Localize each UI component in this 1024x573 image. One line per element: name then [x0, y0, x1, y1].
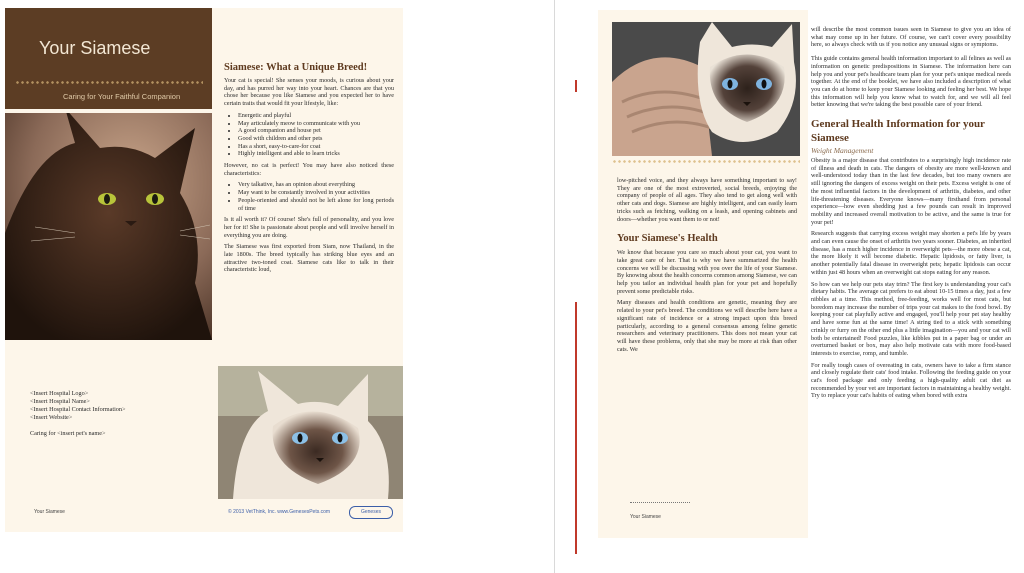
stay-trim-para: So how can we help our pets stay trim? The first key is understanding your cat's dietary habits. The average cat prefers to eat about 10-15 times a day, just a few nibbles at a time. This method, free-feeding, works well for most cats, but boredom may increase the number of trips your cat makes to the food bowl. By keeping your cat playfully active and engaged, you'll help your pet stay healthy and have some fun at the same time! A string tied to a stick with something crinkly or furry on the other end plus a little imagination—you and your cat will both be entertained! Food puzzles, like kibbles put in a paper bag or under an overturned basket or box, may also help motivate cats with more food-based interests to exercise, romp, and tumble.	[811, 280, 1011, 357]
hospital-website-placeholder: <Insert Website>	[30, 414, 73, 421]
p2-column-2	[811, 26, 1011, 404]
tough-cases-para: For really tough cases of overeating in cats, owners have to take a firm stance and closely regulate their cats' food intake. Following the feeding guide on your cat's food package and only feeding a high-quality adult cat diet as recommended by your vet are important factors in maintaining a healthy weight. Try to replace your cat's habits of eating when bored with extra	[811, 361, 1011, 400]
characteristics-list	[238, 181, 394, 212]
p2-col2-top: will describe the most common issues seen in Siamese to give you an idea of what may come up in her future. Of course, we can't cover every possibility here, so always check with us if you notice any unusual signs or symptoms.	[811, 26, 1011, 49]
p1-intro: Your cat is special! She senses your moods, is curious about your day, and has purred her way into your heart. Chances are that you chose her because you like Siamese and you expected her to have certain traits that would fit your lifestyle, like:	[224, 77, 394, 108]
health-para-1: We know that because you care so much about your cat, you want to take great care of her. That is why we have summarized the health concerns we will be discussing with you over the life of your Siamese. By knowing about the health concerns common among Siamese, we can help you tailor an individual health plan for your pet and hopefully prevent some predictable risks.	[617, 249, 797, 295]
hospital-info-block	[30, 390, 210, 438]
header-tagline: Caring for Your Faithful Companion	[63, 92, 181, 101]
traits-list	[238, 112, 394, 158]
caring-for-line: Caring for <insert pet's name>	[30, 430, 106, 437]
p1-section-title: Siamese: What a Unique Breed!	[224, 62, 368, 73]
header-dots	[15, 81, 203, 84]
list-item: • Has a short, easy-to-care-for coat	[238, 143, 394, 151]
weight-management-subtitle: Weight Management	[811, 146, 874, 156]
p1-footer: Your Siamese	[34, 509, 65, 515]
general-health-title: General Health Information for your Siamese	[811, 118, 985, 145]
p1-history: The Siamese was first exported from Siam, now Thailand, in the late 1800s. The breed typically has striking blue eyes and an attractive two-toned coat. Siamese cats like to talk in their characteristic loud,	[224, 243, 394, 274]
list-item: • Good with children and other pets	[238, 135, 394, 143]
red-margin-mark	[575, 80, 577, 92]
cat-photo-siamese-2	[612, 22, 800, 156]
geneses-logo	[349, 506, 393, 519]
research-para: Research suggests that carrying excess weight may shorten a pet's life by years and can even cause the onset of arthritis two years sooner. Diabetes, an inherited disease, has a much higher incidence in overweight pets—the more obese a cat, the more likely it will become diabetic. Hepatic lipidosis, or fatty liver, is another potentially fatal disease in overweight pets; hepatic lipidosis can occur within just 48 hours when an overweight cat stops eating for any reason.	[811, 230, 1011, 276]
hospital-logo-placeholder: <Insert Hospital Logo>	[30, 390, 89, 397]
page-divider	[554, 0, 555, 573]
header-title: Your Siamese	[39, 38, 151, 58]
list-item: • May want to be constantly involved in your activities	[238, 189, 394, 197]
geneses-logo-text: Geneses	[360, 509, 381, 515]
p1-text-column	[224, 62, 394, 278]
hospital-contact-placeholder: <Insert Hospital Contact Information>	[30, 406, 126, 413]
list-item: • A good companion and house pet	[238, 127, 394, 135]
obesity-para: Obesity is a major disease that contributes to a surprisingly high incidence rate of illness and death in cats. The dangers of obesity are more well-known and well-understood today than in the last few decades, but too many owners are still ignoring the dangers of excess weight on their pets. Excess weight is one of the most influential factors in the development of arthritis, diabetes, and other life-threatening diseases. Everyone knows—many firsthand from personal experience—how even shedding just a few pounds can result in improved mobility and increased overall motivation to be active, and the same is true for your pet!	[811, 157, 1011, 226]
p2-column-1	[617, 177, 797, 357]
p2-footer: Your Siamese	[630, 514, 661, 520]
list-item: • May articulately meow to communicate with you	[238, 120, 394, 128]
list-item: • Highly intelligent and able to learn tricks	[238, 150, 394, 158]
guide-para: This guide contains general health information important to all felines as well as information on genetic predispositions in Siamese. The information here can help you and your pet's healthcare team plan for your pet's unique medical needs together. At the end of the booklet, we have also included a description of what you can do at home to keep your Siamese looking and feeling her best. We hope this information will help you know what to watch for, and we will all feel better knowing that we're taking the best possible care of your friend.	[811, 55, 1011, 109]
header-banner	[5, 8, 212, 109]
p2-photo-dots	[612, 160, 800, 163]
list-item: • People-oriented and should not be left alone for long periods of time	[238, 197, 394, 212]
p1-copyright: © 2013 VetThink, Inc. www.GenesesPets.com	[228, 509, 331, 515]
p1-worth-it: Is it all worth it? Of course! She's full of personality, and you love her for it! She is passionate about people and will involve herself in everything you are doing.	[224, 216, 394, 239]
hospital-name-placeholder: <Insert Hospital Name>	[30, 398, 90, 405]
list-item: • Energetic and playful	[238, 112, 394, 120]
red-margin-line	[575, 302, 577, 554]
cat-photo-brown	[5, 113, 212, 340]
health-para-2: Many diseases and health conditions are genetic, meaning they are related to your pet's breed. The conditions we will describe here have a significant rate of incidence or a strong impact upon this breed particularly, according to a general consensus among feline genetic researchers and veterinary practitioners. This does not mean your cat will have these problems, only that she may be more at risk than other cats. We	[617, 299, 797, 353]
p2-footer-rule	[630, 502, 690, 504]
list-item: • Very talkative, has an opinion about everything	[238, 181, 394, 189]
p1-noticed-intro: However, no cat is perfect! You may have also noticed these characteristics:	[224, 162, 394, 177]
p2-col1-continued: low-pitched voice, and they always have something important to say! They are one of the most extroverted, social breeds, enjoying the company of people of all ages. They also tend to get along well with other cats and dogs. Siamese are highly intelligent, and can easily learn tricks such as fetching, walking on a leash, and opening cabinets and doors—whether you want them to or not!	[617, 177, 797, 223]
health-section-title: Your Siamese's Health	[617, 233, 718, 245]
cat-photo-siamese-1	[218, 366, 403, 499]
